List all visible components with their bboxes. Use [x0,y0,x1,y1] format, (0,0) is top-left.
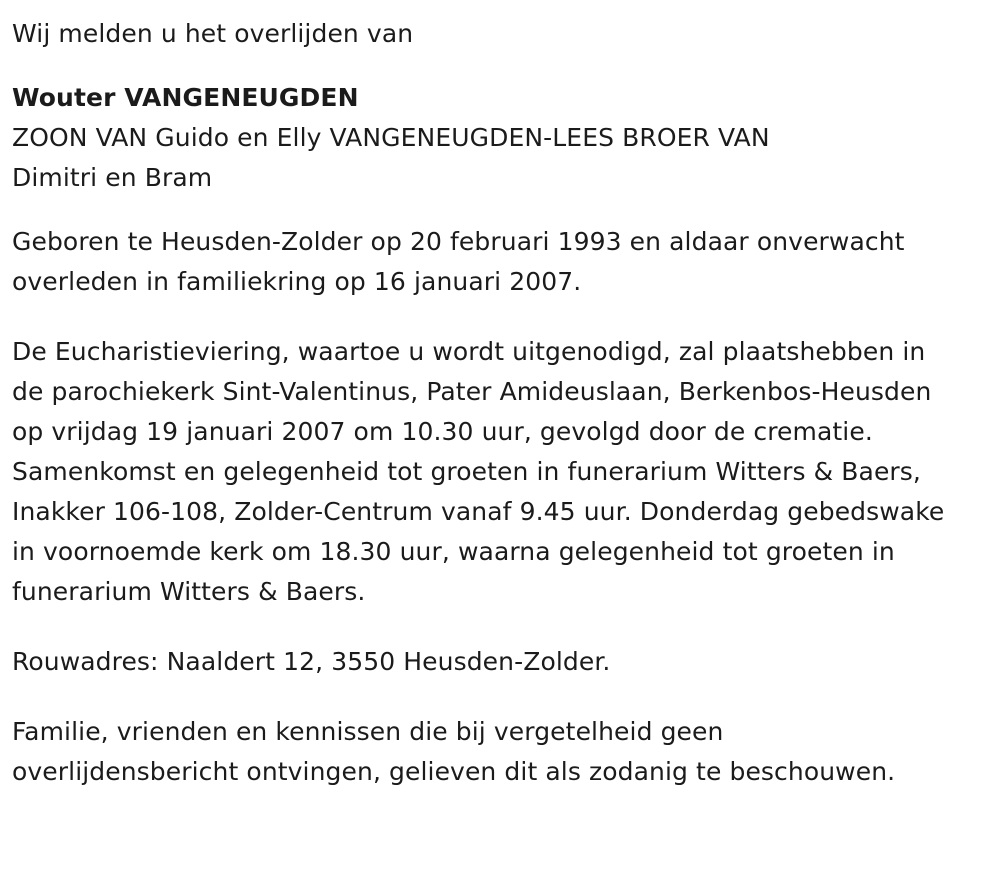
birth-death-block [12,222,972,302]
notice-line-2: overlijdensbericht ontvingen, gelieven dit als zodanig te beschouwen. [12,757,896,786]
spacer [12,302,972,332]
deceased-name: Wouter VANGENEUGDEN [12,83,359,112]
service-line-6: in voornoemde kerk om 18.30 uur, waarna gelegenheid tot groeten in [12,537,895,566]
intro-line: Wij melden u het overlijden van [12,19,414,48]
service-line-2: de parochiekerk Sint-Valentinus, Pater Amideuslaan, Berkenbos-Heusden [12,377,932,406]
service-block [12,332,972,612]
deceased-block [12,78,972,198]
birth-death-line-2: overleden in familiekring op 16 januari 2007. [12,267,582,296]
notice-block [12,712,972,792]
mourning-address-block [12,642,972,682]
spacer [12,612,972,642]
spacer [12,54,972,78]
spacer [12,682,972,712]
birth-death-line-1: Geboren te Heusden-Zolder op 20 februari 1993 en aldaar onverwacht [12,227,905,256]
intro-block [12,14,972,54]
mourning-address-line: Rouwadres: Naaldert 12, 3550 Heusden-Zolder. [12,647,611,676]
service-line-3: op vrijdag 19 januari 2007 om 10.30 uur, gevolgd door de crematie. [12,417,873,446]
notice-line-1: Familie, vrienden en kennissen die bij vergetelheid geen [12,717,724,746]
service-line-7: funerarium Witters & Baers. [12,577,366,606]
service-line-5: Inakker 106-108, Zolder-Centrum vanaf 9.45 uur. Donderdag gebedswake [12,497,945,526]
spacer [12,198,972,222]
relations-line-2: Dimitri en Bram [12,163,213,192]
service-line-1: De Eucharistieviering, waartoe u wordt uitgenodigd, zal plaatshebben in [12,337,926,366]
relations-line-1: ZOON VAN Guido en Elly VANGENEUGDEN-LEES BROER VAN [12,123,770,152]
service-line-4: Samenkomst en gelegenheid tot groeten in funerarium Witters & Baers, [12,457,921,486]
